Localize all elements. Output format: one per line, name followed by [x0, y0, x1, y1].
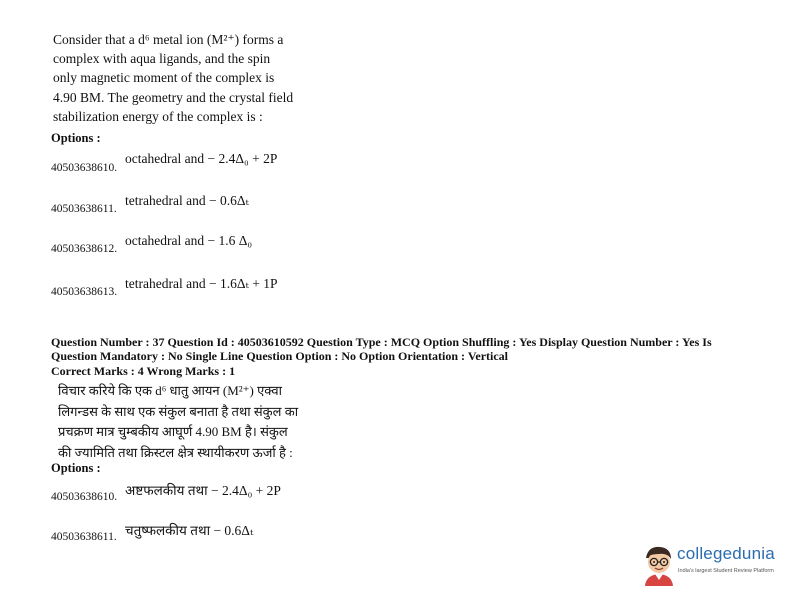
marks-line: Correct Marks : 4 Wrong Marks : 1 [51, 364, 236, 378]
brand-name: collegedunia [677, 544, 775, 563]
option-text[interactable]: octahedral and − 1.6 Δ₀ [125, 233, 253, 248]
option-id: 40503638610. [51, 491, 118, 503]
question-meta-line: Question Number : 37 Question Id : 40503610592 Question Type : MCQ Option Shuffling : Yes Display Question Number : Yes Is [51, 335, 712, 349]
question-line: लिगन्डस के साथ एक संकुल बनाता है तथा संकुल का [58, 403, 299, 419]
question-text-english [53, 30, 303, 126]
question-line: विचार करिये कि एक d⁶ धातु आयन (M²⁺) एक्वा [58, 383, 282, 398]
question-line: only magnetic moment of the complex is [53, 70, 275, 86]
option-text[interactable]: octahedral and − 2.4Δ₀ + 2P [125, 151, 278, 166]
question-meta-line: Question Mandatory : No Single Line Question Option : No Option Orientation : Vertical [51, 349, 509, 363]
question-line: 4.90 BM. The geometry and the crystal field [53, 89, 294, 105]
student-mascot-icon [640, 542, 676, 586]
option-id: 40503638610. [51, 162, 118, 174]
question-line: stabilization energy of the complex is : [53, 108, 263, 124]
question-text-hindi [58, 381, 298, 463]
option-id: 40503638611. [51, 203, 117, 215]
collegedunia-logo[interactable] [640, 542, 780, 590]
question-line: complex with aqua ligands, and the spin [53, 51, 271, 67]
question-line: Consider that a d⁶ metal ion (M²⁺) forms a [53, 32, 284, 47]
option-text[interactable]: अष्टफलकीय तथा − 2.4Δ₀ + 2P [125, 483, 281, 498]
option-id: 40503638612. [51, 243, 118, 255]
option-id: 40503638611. [51, 531, 117, 543]
option-text[interactable]: tetrahedral and − 0.6Δₜ [125, 193, 249, 208]
option-text[interactable]: चतुष्फलकीय तथा − 0.6Δₜ [125, 523, 254, 538]
option-id: 40503638613. [51, 286, 118, 298]
question-line: की ज्यामिति तथा क्रिस्टल क्षेत्र स्थायीकरण ऊर्जा है : [58, 444, 293, 460]
brand-tagline: India's largest Student Review Platform [678, 568, 774, 574]
options-label: Options : [51, 131, 101, 145]
option-text[interactable]: tetrahedral and − 1.6Δₜ + 1P [125, 276, 278, 291]
options-label: Options : [51, 461, 101, 475]
question-line: प्रचक्रण मात्र चुम्बकीय आघूर्ण 4.90 BM है। संकुल [58, 424, 288, 439]
